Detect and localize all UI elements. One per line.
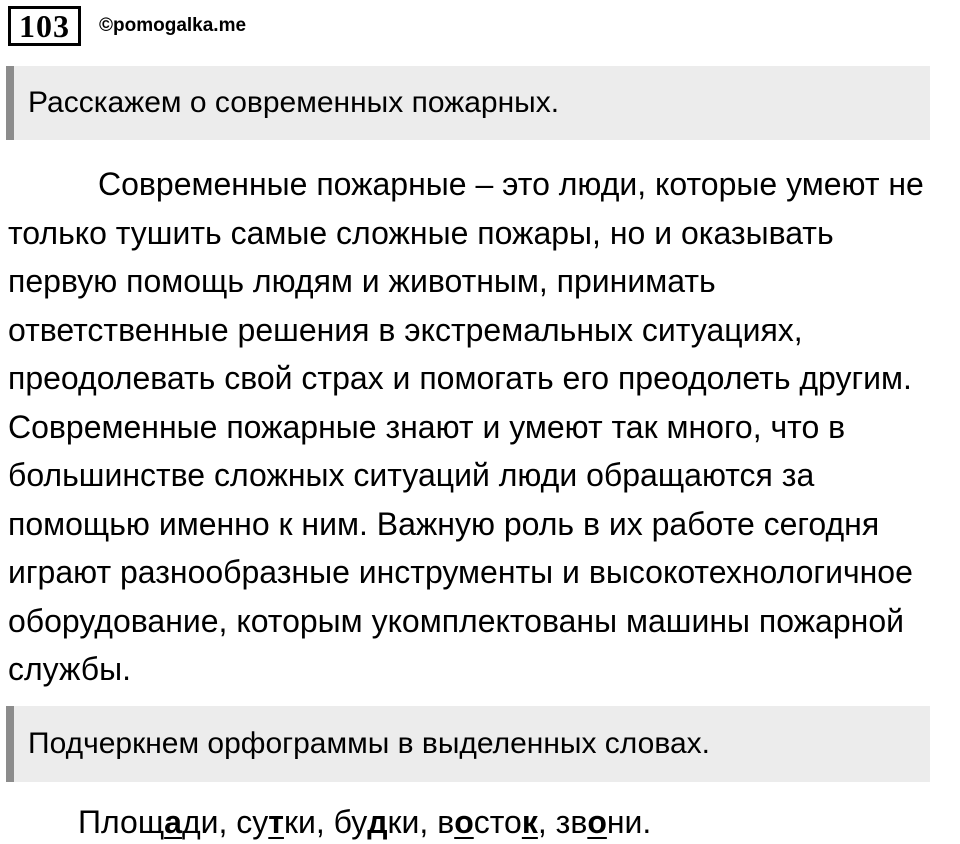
orthogram-letter: д xyxy=(367,804,388,840)
paragraph-line: Современные пожарные знают и умеют так много, что в xyxy=(8,408,846,445)
watermark: ©pomogalka.me xyxy=(99,15,247,36)
paragraph-line: Современные пожарные – это люди, которые умеют не xyxy=(98,166,924,202)
word-part: Площ xyxy=(78,804,165,840)
word-part: бу xyxy=(333,804,368,840)
task-heading-1-text: Расскажем о современных пожарных. xyxy=(28,86,560,119)
word-part: ки, xyxy=(387,804,438,840)
paragraph-line: первую помощь людям и животным, принимать xyxy=(8,263,716,299)
paragraph-line: только тушить самые сложные пожары, но и оказывать xyxy=(8,214,834,251)
paragraph-line: помощью именно к ним. Важную роль в их работе сегодня xyxy=(8,505,880,542)
task-heading-2-text: Подчеркнем орфограммы в выделенных словах. xyxy=(28,727,710,760)
word-part: сто xyxy=(473,804,522,840)
paragraph-line: преодолевать свой страх и помогать его преодолеть другим. xyxy=(8,360,912,396)
page-header xyxy=(8,6,246,46)
word-part: в xyxy=(437,804,455,840)
task-heading-2 xyxy=(6,706,930,782)
exercise-number: 103 xyxy=(8,6,81,46)
word-part: су xyxy=(236,804,269,840)
main-paragraph xyxy=(8,160,960,694)
orthogram-letter: о xyxy=(587,804,607,840)
paragraph-line: оборудование, которым укомплектованы машины пожарной xyxy=(8,602,904,639)
paragraph-line: большинстве сложных ситуаций люди обращаются за xyxy=(8,457,815,493)
orthogram-letter: к xyxy=(521,804,538,840)
task-heading-1 xyxy=(6,66,930,140)
word-part: зв xyxy=(555,804,588,840)
paragraph-line: ответственные решения в экстремальных ситуациях, xyxy=(8,311,803,348)
word-part: , xyxy=(537,804,556,840)
word-part: ки, xyxy=(283,804,334,840)
orthogram-letter: о xyxy=(454,804,474,840)
orthogram-letter: т xyxy=(268,804,284,840)
answer-words xyxy=(78,800,651,844)
word-part: ди, xyxy=(181,804,237,840)
paragraph-line: играют разнообразные инструменты и высокотехнологичное xyxy=(8,554,913,590)
orthogram-letter: а xyxy=(164,804,182,840)
word-part: ни. xyxy=(606,804,652,840)
paragraph-line: службы. xyxy=(8,651,132,687)
